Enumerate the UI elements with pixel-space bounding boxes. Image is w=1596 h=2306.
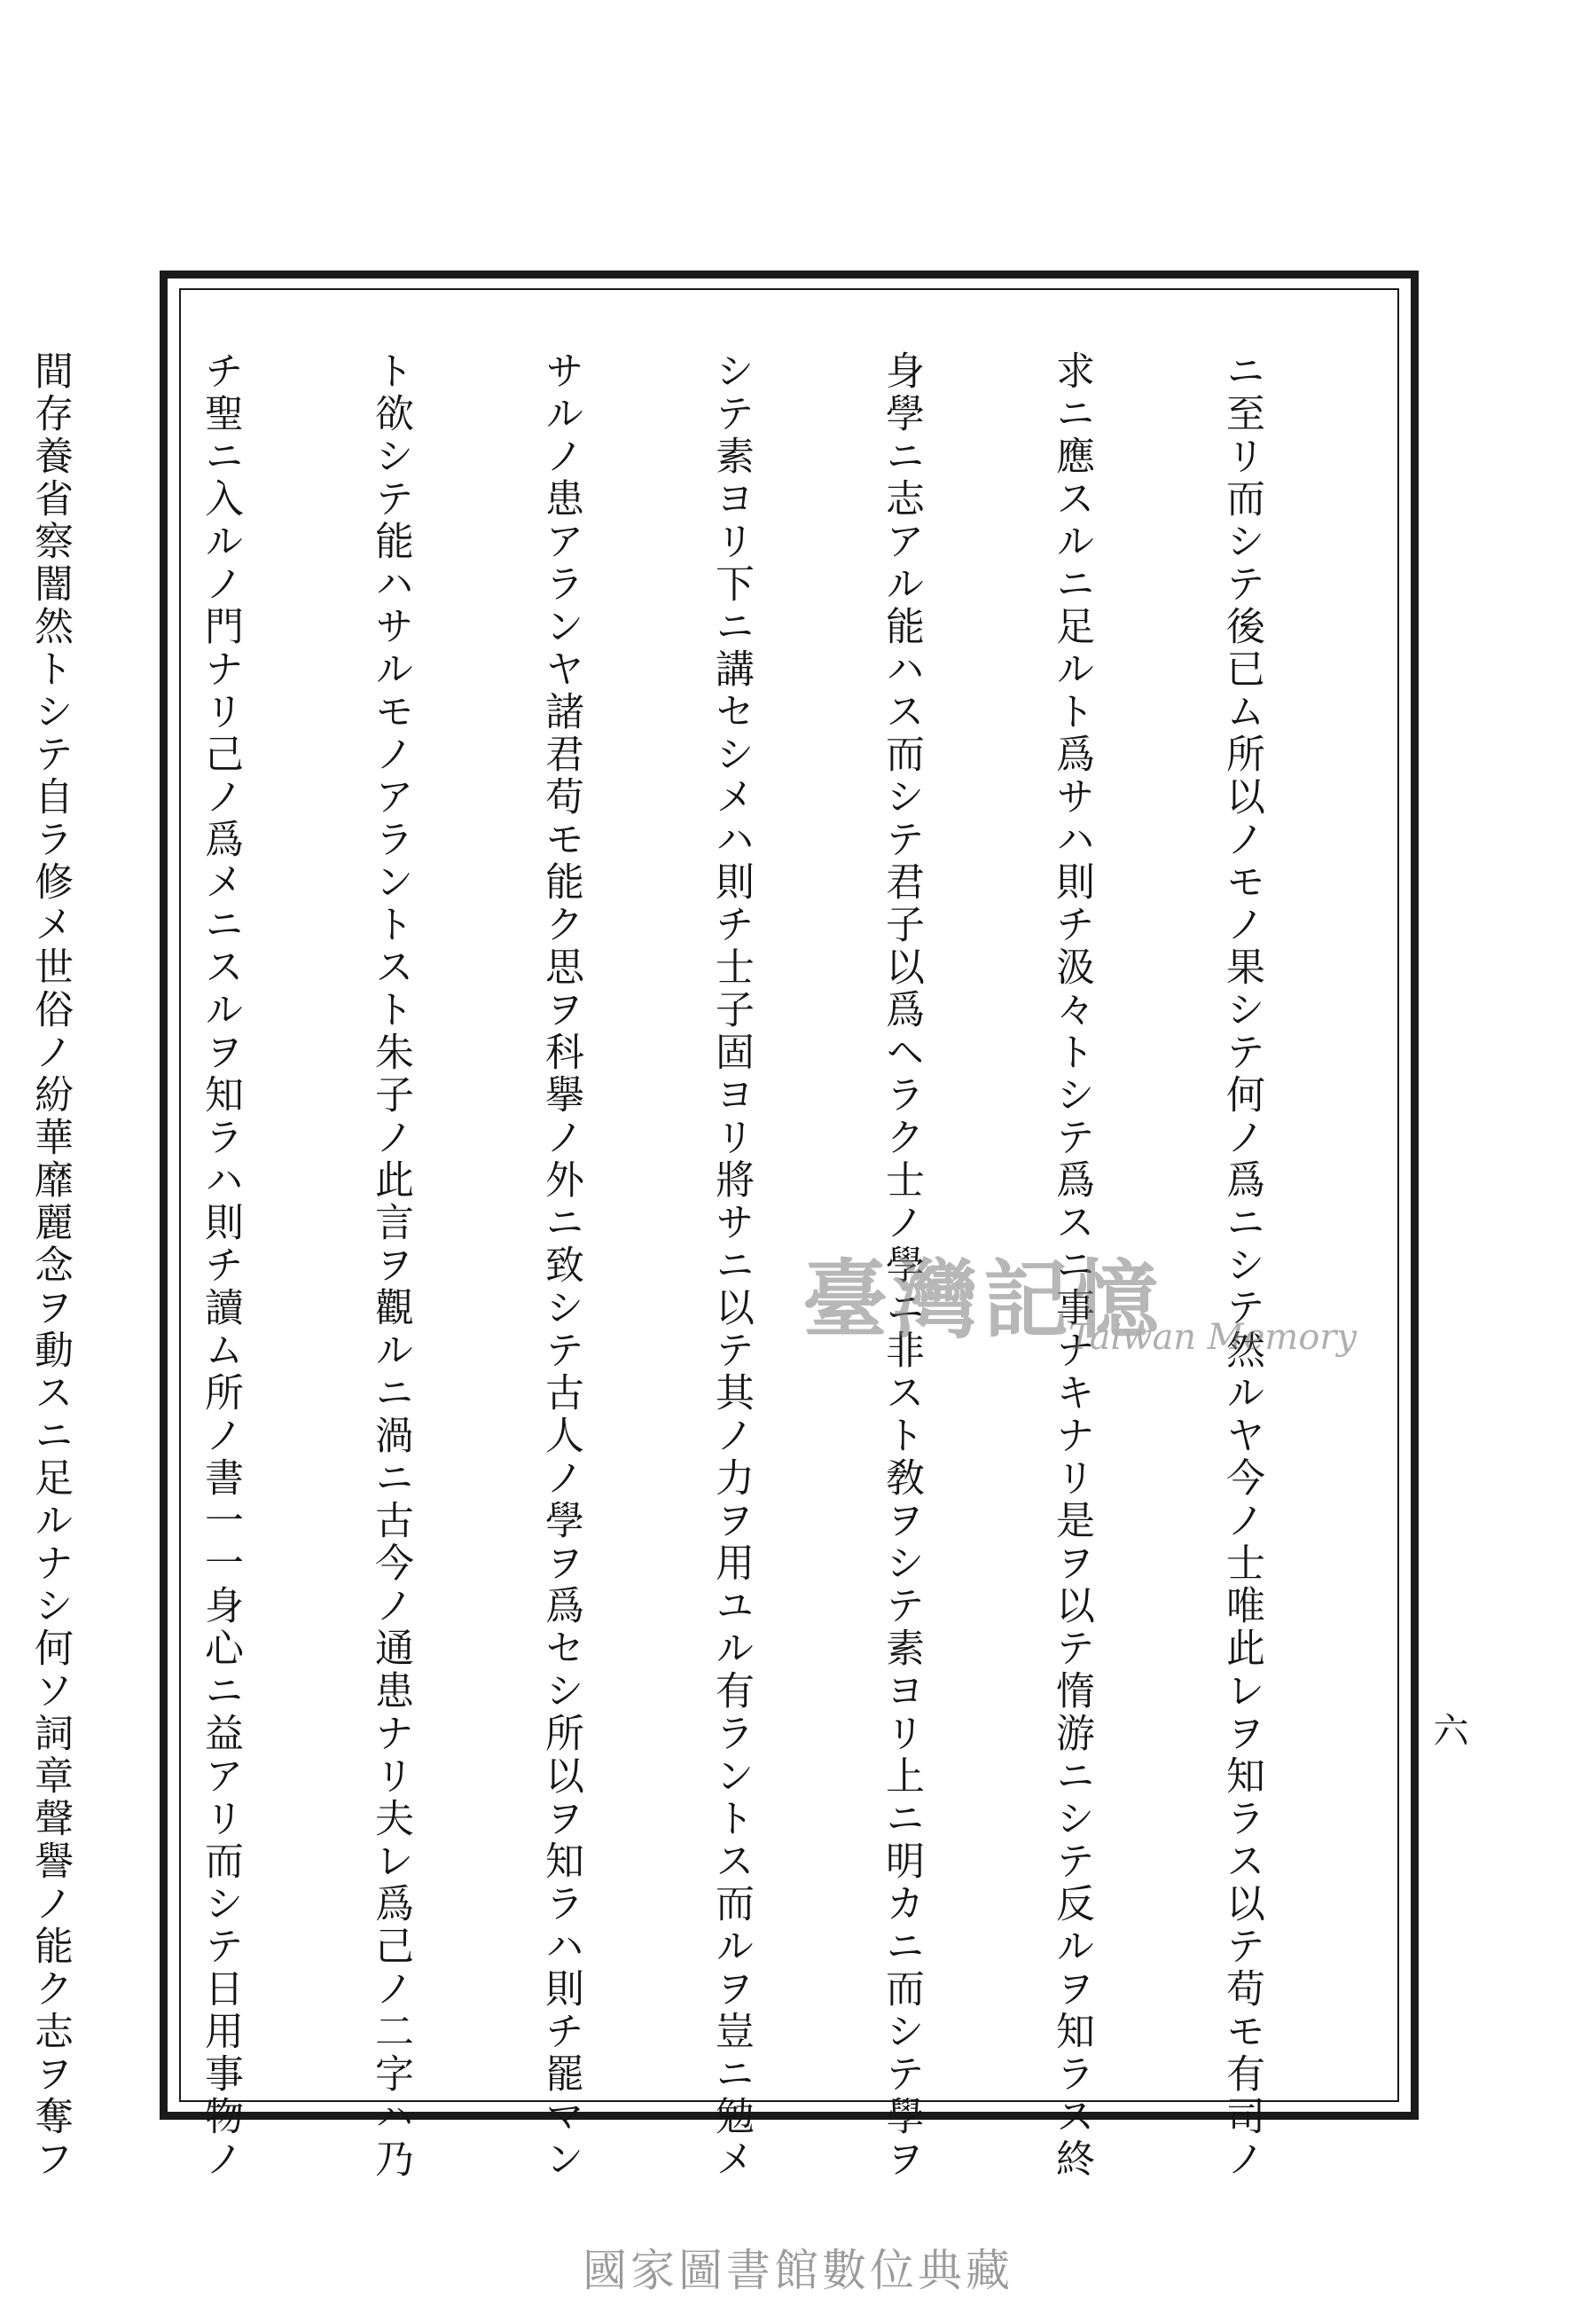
text-column: ト欲シテ能ハサルモノアラントスト朱子ノ此言ヲ觀ルニ渦ニ古今ノ通患ナリ夫レ爲己ノ二字ハ乃	[368, 350, 413, 2181]
text-column: 求ニ應スルニ足ルト爲サハ則チ汲々トシテ爲スニ事ナキナリ是ヲ以テ惰游ニシテ反ルヲ知ラス終	[1049, 350, 1094, 2181]
text-column: シテ素ヨリ下ニ講セシメハ則チ士子固ヨリ將サニ以テ其ノ力ヲ用ユル有ラントス而ルヲ豈ニ勉メ	[708, 350, 754, 2181]
watermark-cjk-text: 臺灣記憶	[802, 1250, 1164, 1350]
text-column: 身學ニ志アル能ハス而シテ君子以爲ヘラク士ノ學ニ非スト敎ヲシテ素ヨリ上ニ明カニ而シテ學ヲ	[879, 350, 924, 2181]
page-number: 六	[1428, 1712, 1468, 1747]
text-column: 間存養省察闇然トシテ自ラ修メ世俗ノ紛華靡麗念ヲ動スニ足ルナシ何ソ詞章聲譽ノ能ク志ヲ奪フ	[27, 350, 73, 2181]
text-column: サルノ患アランヤ諸君苟モ能ク思ヲ科擧ノ外ニ致シテ古人ノ學ヲ爲セシ所以ヲ知ラハ則チ罷マン	[538, 350, 583, 2181]
text-column: ニ至リ而シテ後已ム所以ノモノ果シテ何ノ爲ニシテ然ルヤ今ノ士唯此レヲ知ラス以テ苟モ有司ノ	[1219, 350, 1264, 2181]
vertical-text-body	[27, 350, 1383, 2181]
library-footer: 國家圖書館數位典藏	[583, 2245, 1013, 2296]
watermark-latin-text: Taiwan Memory	[1068, 1317, 1357, 1358]
text-column: チ聖ニ入ルノ門ナリ己ノ爲メニスルヲ知ラハ則チ讀ム所ノ書一一身心ニ益アリ而シテ日用事物ノ	[198, 350, 243, 2181]
